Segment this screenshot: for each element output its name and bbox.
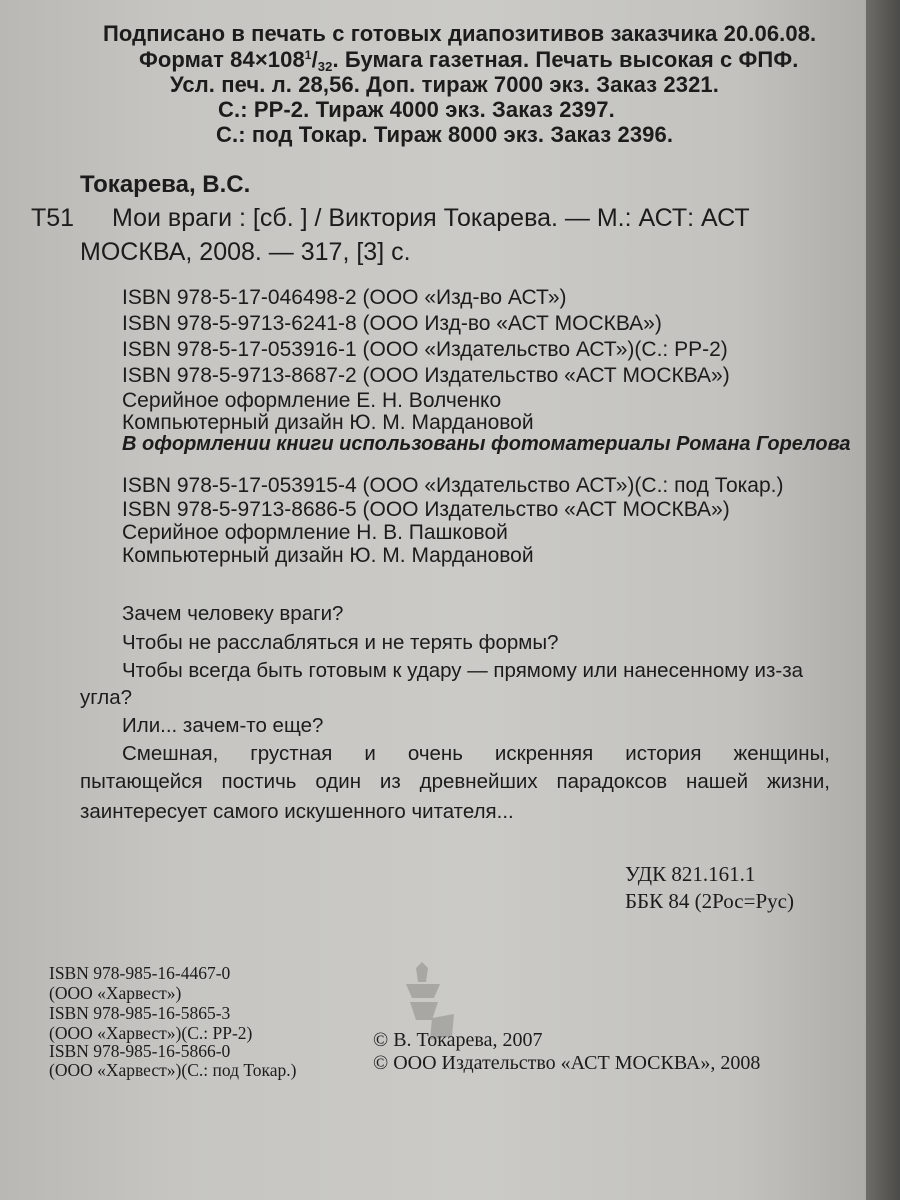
- imprint-paper: . Бумага газетная. Печать высокая с ФПФ.: [332, 47, 799, 72]
- harvest-isbn-2: ISBN 978-985-16-5865-3: [49, 1003, 231, 1023]
- harvest-publisher-2: (ООО «Харвест»)(С.: РР-2): [49, 1023, 253, 1043]
- imprint-line-5: С.: под Токар. Тираж 8000 экз. Заказ 2396.: [216, 122, 674, 147]
- imprint-line-2: [139, 47, 799, 74]
- imprint-format: Формат 84×108: [139, 47, 305, 72]
- harvest-isbn-3: ISBN 978-985-16-5866-0: [49, 1041, 231, 1061]
- imprint-format-sup: 1: [304, 48, 312, 62]
- annotation-p3: заинтересует самого искушенного читателя...: [80, 800, 514, 823]
- isbn-line-5: ISBN 978-5-17-053915-4 (ООО «Издательство АСТ»)(С.: под Токар.): [122, 474, 784, 497]
- catalog-code: Т51: [31, 204, 75, 232]
- computer-design-2: Компьютерный дизайн Ю. М. Мардановой: [122, 544, 534, 567]
- page-edge-shadow: [866, 0, 900, 1200]
- series-design-2: Серийное оформление Н. В. Пашковой: [122, 521, 508, 544]
- annotation-q1: Зачем человеку враги?: [122, 602, 344, 625]
- annotation-q3b: угла?: [80, 686, 133, 709]
- isbn-line-6: ISBN 978-5-9713-8686-5 (ООО Издательство «АСТ МОСКВА»): [122, 498, 730, 521]
- catalog-title-line-1: Мои враги : [сб. ] / Виктория Токарева. — М.: АСТ: АСТ: [112, 204, 750, 232]
- catalog-author: Токарева, В.С.: [80, 171, 251, 198]
- imprint-line-3: Усл. печ. л. 28,56. Доп. тираж 7000 экз. Заказ 2321.: [170, 72, 719, 97]
- imprint-line-1: Подписано в печать с готовых диапозитивов заказчика 20.06.08.: [103, 21, 817, 46]
- harvest-isbn-1: ISBN 978-985-16-4467-0: [49, 963, 231, 983]
- annotation-q4: Или... зачем-то еще?: [122, 714, 324, 737]
- imprint-line-4: С.: РР-2. Тираж 4000 экз. Заказ 2397.: [218, 97, 615, 122]
- photo-credit: В оформлении книги использованы фотоматериалы Романа Горелова: [122, 433, 851, 455]
- isbn-line-1: ISBN 978-5-17-046498-2 (ООО «Изд-во АСТ»): [122, 286, 567, 309]
- harvest-publisher-3: (ООО «Харвест»)(С.: под Токар.): [49, 1060, 297, 1080]
- annotation-p2: пытающейся постичь один из древнейших парадоксов нашей жизни,: [80, 770, 830, 793]
- catalog-title-line-2: МОСКВА, 2008. — 317, [3] с.: [80, 238, 411, 266]
- isbn-line-4: ISBN 978-5-9713-8687-2 (ООО Издательство «АСТ МОСКВА»): [122, 364, 730, 387]
- copyright-author: © В. Токарева, 2007: [373, 1029, 543, 1051]
- imprint-format-slash: /: [311, 47, 318, 72]
- annotation-q2: Чтобы не расслабляться и не терять формы?: [122, 631, 559, 654]
- udk-code: УДК 821.161.1: [625, 862, 756, 886]
- isbn-line-3: ISBN 978-5-17-053916-1 (ООО «Издательство АСТ»)(С.: РР-2): [122, 338, 728, 361]
- annotation-p1: Смешная, грустная и очень искренняя история женщины,: [122, 742, 830, 765]
- annotation-q3a: Чтобы всегда быть готовым к удару — прямому или нанесенному из-за: [122, 659, 804, 682]
- copyright-publisher: © ООО Издательство «АСТ МОСКВА», 2008: [373, 1052, 761, 1074]
- imprint-format-sub: 32: [317, 59, 333, 74]
- bbk-code: ББК 84 (2Рос=Рус): [625, 889, 794, 913]
- series-design-1: Серийное оформление Е. Н. Волченко: [122, 389, 502, 412]
- computer-design-1: Компьютерный дизайн Ю. М. Мардановой: [122, 411, 534, 434]
- isbn-line-2: ISBN 978-5-9713-6241-8 (ООО Изд-во «АСТ МОСКВА»): [122, 312, 662, 335]
- harvest-publisher-1: (ООО «Харвест»): [49, 983, 182, 1003]
